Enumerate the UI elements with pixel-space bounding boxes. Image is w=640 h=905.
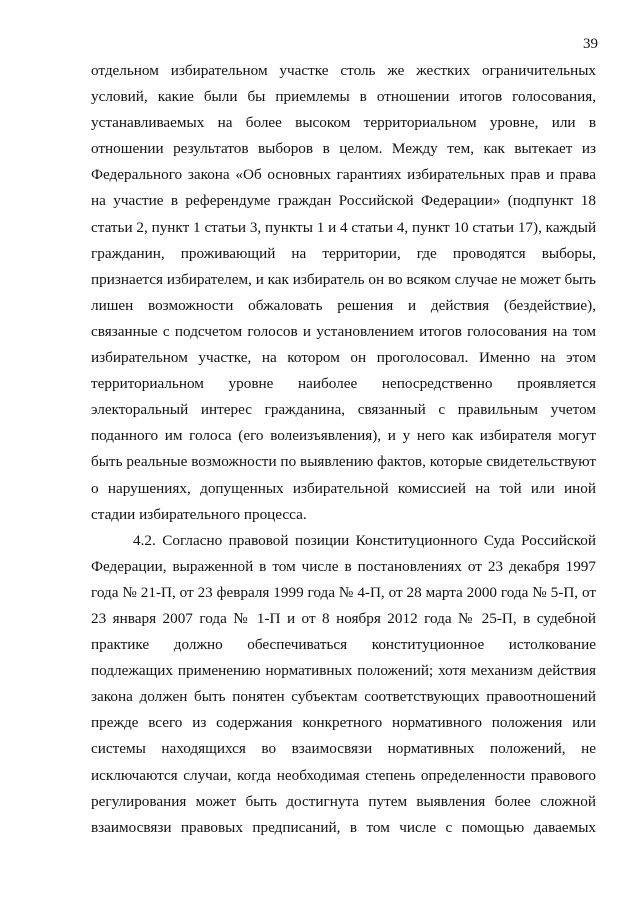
text-line: Федерального закона «Об основных гарантиях избирательных прав и права <box>91 166 596 184</box>
text-line: отдельном избирательном участке столь же жестких ограничительных <box>91 62 596 79</box>
text-line: исключаются случаи, когда необходимая степень определенности правового <box>91 766 596 784</box>
text-line: закона должен быть понятен субъектам соответствующих правоотношений <box>91 688 596 706</box>
text-line: отношении результатов выборов в целом. Между тем, как вытекает из <box>91 140 596 158</box>
text-line: регулирования может быть достигнута путем выявления более сложной <box>91 792 596 810</box>
text-line: условий, какие были бы приемлемы в отношении итогов голосования, <box>91 88 596 106</box>
text-line: лишен возможности обжаловать решения и действия (бездействие), <box>91 296 596 314</box>
text-line: статьи 2, пункт 1 статьи 3, пункты 1 и 4 статьи 4, пункт 10 статьи 17), каждый <box>91 218 596 236</box>
text-line: 23 января 2007 года № 1-П и от 8 ноября 2012 года № 25-П, в судебной <box>91 609 596 627</box>
text-line: гражданин, проживающий на территории, где проводятся выборы, <box>91 244 596 262</box>
text-line: года № 21-П, от 23 февраля 1999 года № 4-П, от 28 марта 2000 года № 5-П, от <box>91 583 596 601</box>
text-line: Федерации, выраженной в том числе в постановлениях от 23 декабря 1997 <box>91 557 596 575</box>
page-number: 39 <box>583 36 598 52</box>
text-line: связанные с подсчетом голосов и установлением итогов голосования на том <box>91 322 596 340</box>
text-line: территориальном уровне наиболее непосредственно проявляется <box>91 375 596 393</box>
text-line: поданного им голоса (его волеизъявления), и у него как избирателя могут <box>91 427 596 445</box>
body-text <box>91 58 596 841</box>
text-line: избирательном участке, на котором он проголосовал. Именно на этом <box>91 349 596 367</box>
text-line: электоральный интерес гражданина, связанный с правильным учетом <box>91 401 596 419</box>
text-line: 4.2. Согласно правовой позиции Конституционного Суда Российской <box>133 531 596 549</box>
text-line: практике должно обеспечиваться конституционное истолкование <box>91 636 596 654</box>
text-line: стадии избирательного процесса. <box>91 505 307 523</box>
text-line: системы находящихся во взаимосвязи нормативных положений, не <box>91 740 596 758</box>
text-line: прежде всего из содержания конкретного нормативного положения или <box>91 714 596 732</box>
text-line: быть реальные возможности по выявлению фактов, которые свидетельствуют <box>91 453 596 471</box>
text-line: о нарушениях, допущенных избирательной комиссией на той или иной <box>91 479 596 497</box>
text-line: взаимосвязи правовых предписаний, в том числе с помощью даваемых <box>91 818 596 836</box>
text-line: на участие в референдуме граждан Российской Федерации» (подпункт 18 <box>91 192 596 210</box>
text-line: признается избирателем, и как избиратель он во всяком случае не может быть <box>91 270 596 288</box>
text-line: подлежащих применению нормативных положений; хотя механизм действия <box>91 662 596 680</box>
text-line: устанавливаемых на более высоком территориальном уровне, или в <box>91 114 596 132</box>
